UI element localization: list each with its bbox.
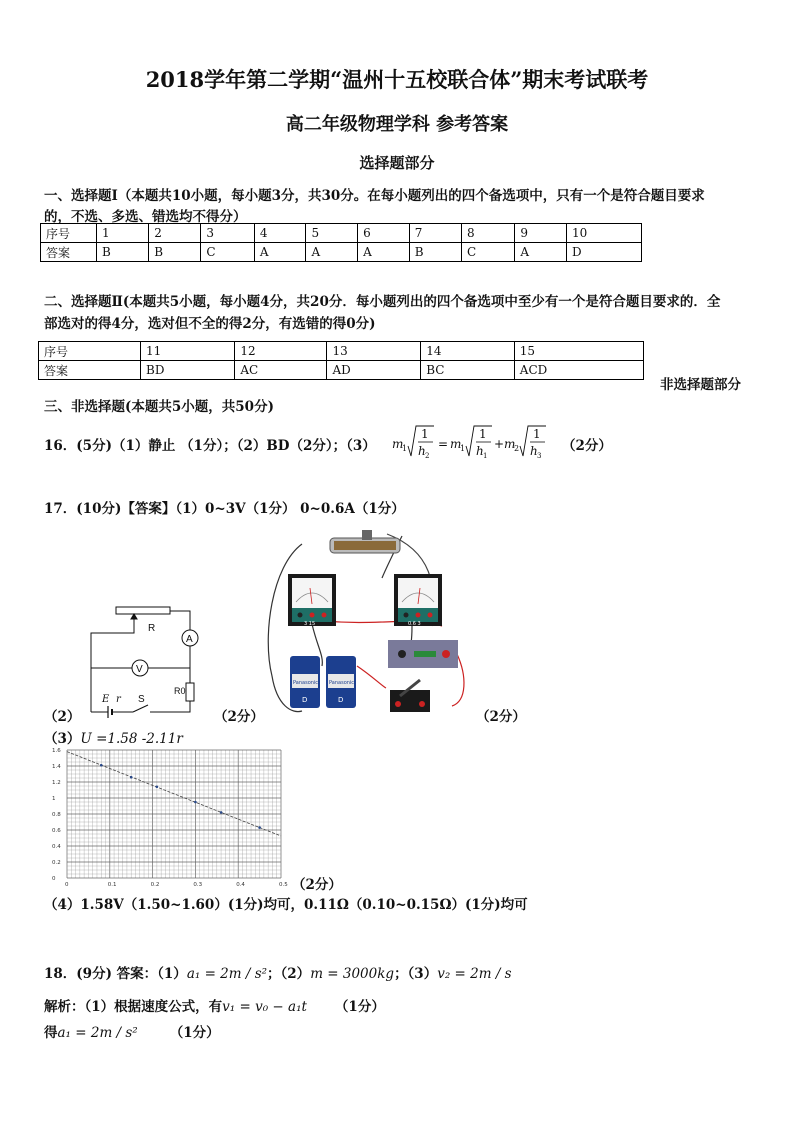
q17-line3-prefix: （3） <box>44 731 81 747</box>
q17-circuit-score: （2分） <box>214 709 264 725</box>
q18-analysis-prefix: 解析：（1）根据速度公式，有 <box>44 999 223 1015</box>
battery-2-type: D <box>338 696 344 704</box>
part1-answer: C <box>461 243 514 262</box>
part1-number-row <box>41 224 642 243</box>
part1-instructions-line2: 的，不选、多选、错选均不得分） <box>44 209 247 225</box>
q17-wiring-photo <box>262 526 476 720</box>
circuit-label-r-internal: r <box>116 694 121 705</box>
part1-number: 9 <box>515 224 567 243</box>
data-point <box>156 786 159 789</box>
part1-number: 6 <box>358 224 410 243</box>
q18-analysis-score: （1分） <box>334 999 385 1015</box>
part1-answer-row <box>41 243 642 262</box>
part1-answer: A <box>254 243 306 262</box>
svg-text:2: 2 <box>514 444 520 453</box>
circuit-label-r: R <box>148 623 156 634</box>
y-tick-label: 1.6 <box>52 748 61 754</box>
q18-sep2: ；（3） <box>394 966 438 982</box>
y-tick-label: 1.2 <box>52 780 61 786</box>
part2-number: 11 <box>141 342 235 361</box>
part1-number: 2 <box>149 224 201 243</box>
r0-resistor-symbol <box>186 683 194 701</box>
part2-number: 13 <box>327 342 421 361</box>
battery-1-brand: Panasonic <box>293 680 319 686</box>
circuit-label-r0: R0 <box>174 686 186 696</box>
q18-analysis-formula: v₁ = v₀ − a₁t <box>222 999 307 1015</box>
svg-text:1: 1 <box>533 427 541 441</box>
battery-2-brand: Panasonic <box>329 680 355 686</box>
part1-header-label: 序号 <box>41 224 97 243</box>
q18-result-score: （1分） <box>169 1025 220 1041</box>
svg-text:1: 1 <box>421 427 429 441</box>
part2-number-row <box>39 342 644 361</box>
x-tick-label: 0.4 <box>236 882 245 888</box>
part1-number: 8 <box>461 224 514 243</box>
part1-answer: D <box>567 243 642 262</box>
part2-header-label: 序号 <box>39 342 141 361</box>
q17-line3-formula: U =1.58 -2.11r <box>80 731 183 747</box>
rheostat-symbol <box>116 607 170 614</box>
q18-a1: a₁ = 2m / s² <box>186 966 268 982</box>
section-choice-heading: 选择题部分 <box>359 154 435 172</box>
part1-number: 3 <box>201 224 254 243</box>
svg-text:m: m <box>504 437 516 451</box>
part2-number: 15 <box>514 342 643 361</box>
q18-result-formula: a₁ = 2m / s² <box>57 1025 138 1041</box>
q18-line1-prefix: 18．(9分) 答案：（1） <box>44 966 187 982</box>
part2-instructions-line1: 二、选择题Ⅱ(本题共5小题，每小题4分，共20分．每小题列出的四个备选项中至少有一个是符合题目要求的．全 <box>44 294 721 310</box>
data-point <box>100 764 103 767</box>
page-subtitle: 高二年级物理学科 参考答案 <box>285 114 509 135</box>
switch-photo <box>390 690 430 712</box>
part1-answer: A <box>306 243 358 262</box>
q17-ui-graph <box>50 746 290 888</box>
ammeter-scale-label: 0.6 3 <box>408 621 421 627</box>
q16-score: （2分） <box>562 438 612 454</box>
part2-answer-label: 答案 <box>39 361 141 380</box>
part2-number: 14 <box>421 342 515 361</box>
part1-number: 10 <box>567 224 642 243</box>
part2-answer: BC <box>421 361 515 380</box>
part1-number: 5 <box>306 224 358 243</box>
q18-line1 <box>44 962 512 982</box>
part2-number: 12 <box>235 342 327 361</box>
y-tick-label: 0.4 <box>52 844 61 850</box>
q17-line3 <box>44 727 183 747</box>
y-tick-label: 0 <box>52 876 56 882</box>
part1-number: 7 <box>409 224 461 243</box>
q17-line4: （4）1.58V（1.50~1.60）(1分)均可，0.11Ω（0.10~0.15Ω）(1分)均可 <box>44 897 528 913</box>
svg-text:1: 1 <box>402 444 408 453</box>
q18-v2: v₂ = 2m / s <box>437 966 512 982</box>
part1-answer: A <box>358 243 410 262</box>
circuit-label-switch: S <box>138 694 145 705</box>
part2-answer: AC <box>235 361 327 380</box>
q17-line1: 17．(10分)【答案】（1）0~3V（1分） 0~0.6A（1分） <box>44 501 405 517</box>
data-point <box>130 776 133 779</box>
part1-answer: A <box>515 243 567 262</box>
y-tick-label: 1.4 <box>52 764 61 770</box>
q18-m: m = 3000kg <box>310 966 395 982</box>
page-title: 2018学年第二学期“温州十五校联合体”期末考试联考 <box>145 67 649 92</box>
part1-answer: B <box>97 243 149 262</box>
svg-text:h: h <box>418 444 426 458</box>
part2-answer: ACD <box>514 361 643 380</box>
circuit-label-voltmeter: V <box>136 664 143 675</box>
x-tick-label: 0.3 <box>193 882 203 888</box>
x-tick-label: 0.5 <box>279 882 288 888</box>
q17-label-2: （2） <box>44 709 81 725</box>
svg-text:=: = <box>438 437 449 451</box>
data-point <box>194 801 197 804</box>
battery-1-type: D <box>302 696 308 704</box>
svg-text:h: h <box>530 444 538 458</box>
q16-formula <box>388 420 558 468</box>
part1-answer: B <box>409 243 461 262</box>
y-tick-label: 0.6 <box>52 828 61 834</box>
data-point <box>258 826 261 829</box>
svg-text:h: h <box>476 444 484 458</box>
part3-heading: 三、非选择题(本题共5小题，共50分) <box>44 399 274 415</box>
q18-sep1: ；（2） <box>267 966 311 982</box>
svg-text:1: 1 <box>479 427 487 441</box>
part2-answer-table <box>38 341 644 380</box>
part2-answer: AD <box>327 361 421 380</box>
q18-result-prefix: 得 <box>44 1025 58 1041</box>
data-point <box>220 811 223 814</box>
y-tick-label: 1 <box>52 796 56 802</box>
q17-graph-score: （2分） <box>292 877 342 893</box>
part1-number: 4 <box>254 224 306 243</box>
part1-answer-table <box>40 223 642 262</box>
part1-answer: B <box>149 243 201 262</box>
q17-circuit-diagram <box>88 602 208 718</box>
part1-answer-label: 答案 <box>41 243 97 262</box>
part1-answer: C <box>201 243 254 262</box>
svg-text:+: + <box>494 437 505 451</box>
svg-text:1: 1 <box>483 452 488 460</box>
svg-text:3: 3 <box>537 452 542 460</box>
svg-text:m: m <box>392 437 404 451</box>
q18-result <box>44 1021 220 1041</box>
svg-text:1: 1 <box>460 444 466 453</box>
y-tick-label: 0.2 <box>52 860 61 866</box>
svg-text:m: m <box>450 437 462 451</box>
part1-number: 1 <box>97 224 149 243</box>
graph-grid <box>67 750 281 878</box>
circuit-label-e: E <box>102 694 110 705</box>
part1-instructions-line1: 一、选择题Ⅰ（本题共10小题，每小题3分，共30分。在每小题列出的四个备选项中，只有一个是符合题目要求 <box>44 188 705 204</box>
x-tick-label: 0.2 <box>150 882 160 888</box>
section-nonchoice-heading: 非选择题部分 <box>660 377 741 393</box>
x-tick-label: 0.1 <box>107 882 117 888</box>
x-tick-label: 0 <box>65 882 69 888</box>
q18-analysis <box>44 995 385 1015</box>
part2-answer-row <box>39 361 644 380</box>
y-tick-label: 0.8 <box>52 812 61 818</box>
part2-answer: BD <box>141 361 235 380</box>
svg-text:2: 2 <box>425 452 430 460</box>
q17-photo-score: （2分） <box>476 709 526 725</box>
q16-text: 16．(5分)（1）静止 （1分）；（2）BD（2分）；（3） <box>44 438 376 454</box>
circuit-label-ammeter: A <box>186 634 193 645</box>
voltmeter-scale-label: 3 15 <box>304 621 316 627</box>
part2-instructions-line2: 部选对的得4分，选对但不全的得2分，有选错的得0分) <box>44 316 376 332</box>
